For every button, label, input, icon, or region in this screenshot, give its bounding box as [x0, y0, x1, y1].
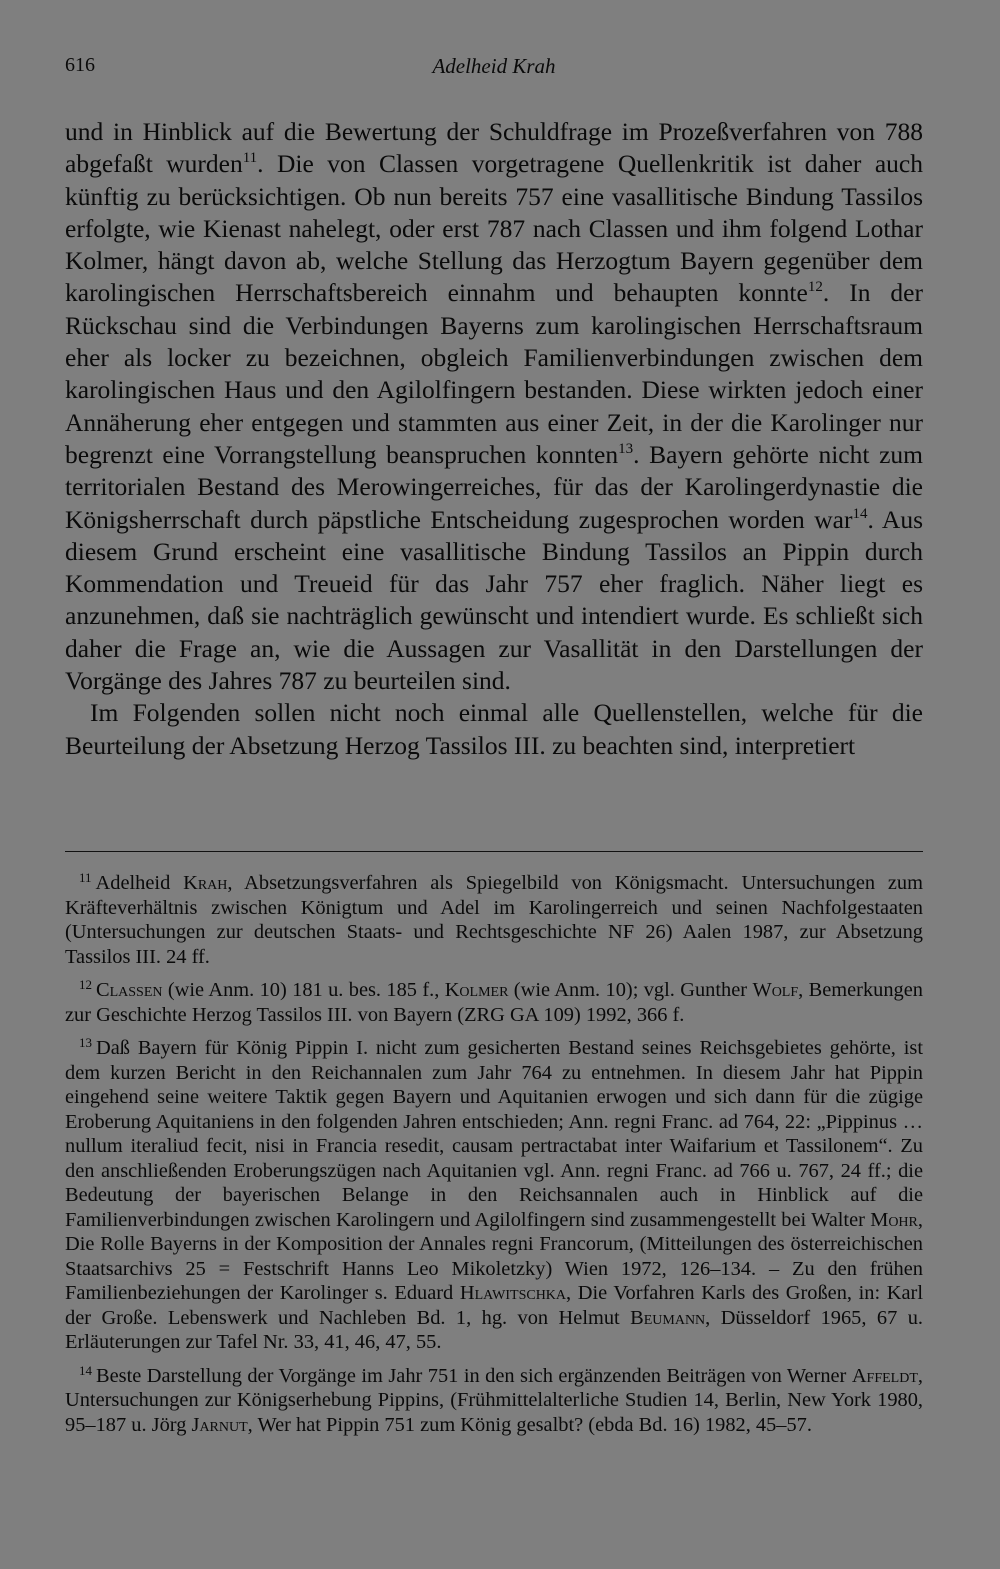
- footnote-reference: 11: [242, 150, 258, 167]
- text-run: Adelheid: [95, 872, 184, 894]
- text-run: , Wer hat Pippin 751 zum König gesalbt? (ebda Bd. 16) 1982, 45–57.: [247, 1413, 812, 1436]
- text-run: Daß Bayern für König Pippin I. nicht zum gesicherten Bestand seines Reichsgebietes gehörte, ist dem kurzen Bericht in den Reichannalen zum Jahr 764 zu entnehmen. In diesem Jahr hat Pippin eingehend seine weitere Taktik gegen Bayern und Aquitanien erwogen und sich dann für die zügige Eroberung Aquitaniens in den folgenden Jahren entschieden; Ann. regni Franc. ad 764, 22: „Pippinus … nullum iteraliud fecit, nisi in Francia resedit, causam pertractabat inter Waifarium et Tassilonem“. Zu den anschließenden Eroberungszügen nach Aquitanien vgl. Ann. regni Franc. ad 766 u. 767, 24 ff.; die Bedeutung der bayerischen Belange in den Reichsannalen auch in Hinblick auf die Familienverbindungen zwischen Karolingern und Agilolfingern sind zusammengestellt bei Walter: [65, 1037, 923, 1231]
- footnote-divider: [65, 851, 923, 852]
- text-run: (wie Anm. 10); vgl. Gunther: [508, 979, 753, 1001]
- text-run: , Düsseldorf 1965, 67 u. Erläuterungen zur Tafel Nr. 33, 41, 46, 47, 55.: [65, 1306, 923, 1353]
- page-number: 616: [65, 54, 95, 76]
- footnote-11: [65, 866, 923, 969]
- text-run: , Die Vorfahren Karls des Großen, in: Karl der Große. Lebenswerk und Nachleben Bd. 1, hg. von Helmut: [65, 1282, 923, 1329]
- text-run: und in Hinblick auf die Bewertung der Schuldfrage im Prozeßverfahren von 788 abgefaßt wurden: [65, 117, 923, 179]
- author-name: Jarnut: [191, 1413, 248, 1436]
- running-head: Adelheid Krah: [432, 54, 556, 78]
- footnote-marker: 11: [79, 870, 92, 885]
- text-run: , Bemerkungen zur Geschichte Herzog Tassilos III. von Bayern (ZRG GA 109) 1992, 366 f.: [65, 979, 923, 1026]
- text-run: , Die Rolle Bayerns in der Komposition der Annales regni Francorum, (Mitteilungen des österreichischen Staatsarchivs 25 = Festschrift Hanns Leo Mikoletzky) Wien 1972, 126–134. – Zu den frühen Familienbeziehungen der Karolinger s. Eduard: [65, 1208, 923, 1304]
- footnote-marker: 14: [79, 1362, 92, 1378]
- text-run: Beste Darstellung der Vorgänge im Jahr 751 in den sich ergänzenden Beiträgen von Werner: [96, 1364, 852, 1387]
- footnote-marker: 13: [79, 1035, 92, 1050]
- text-run: . Die von Classen vorgetragene Quellenkritik ist daher auch künftig zu berücksichtigen. Ob nun bereits 757 eine vasallitische Bindung Tassilos erfolgte, wie Kienast nahelegt, oder erst 787 nach Classen und ihm folgend Lothar Kolmer, hängt davon ab, welche Stellung das Herzogtum Bayern gegenüber dem karolingischen Herrschaftsbereich einnahm und behaupten konnte: [65, 149, 923, 308]
- footnotes: [65, 866, 923, 1441]
- footnote-12: [65, 973, 923, 1027]
- author-name: Wolf: [752, 979, 799, 1001]
- text-run: (wie Anm. 10) 181 u. bes. 185 f.,: [162, 979, 445, 1001]
- author-name: Affeldt: [851, 1364, 918, 1387]
- paragraph: Im Folgenden sollen nicht noch einmal alle Quellenstellen, welche für die Beurteilung der Absetzung Herzog Tassilos III. zu beachten sind, interpretiert: [65, 698, 923, 760]
- footnote-14: [65, 1359, 923, 1438]
- author-name: Kolmer: [444, 979, 509, 1001]
- author-name: Hlawitschka: [459, 1282, 567, 1304]
- text-run: . Aus diesem Grund erscheint eine vasallitische Bindung Tassilos an Pippin durch Kommendation und Treueid für das Jahr 757 eher fraglich. Näher liegt es anzunehmen, daß sie nachträglich gewünscht und intendiert wurde. Es schließt sich daher die Frage an, wie die Aussagen zur Vasallität in den Darstellungen der Vorgänge des Jahres 787 zu beurteilen sind.: [65, 504, 923, 696]
- text-run: , Untersuchungen zur Königserhebung Pippins, (Frühmittelalterliche Studien 14, Berlin, New York 1980, 95–187 u. Jörg: [65, 1364, 923, 1436]
- text-run: , Absetzungsverfahren als Spiegelbild von Königsmacht. Untersuchungen zum Kräfteverhältnis zwischen Königtum und Adel im Karolingerreich und seinen Nachfolgestaaten (Untersuchungen zur deutschen Staats- und Rechtsgeschichte NF 26) Aalen 1987, zur Absetzung Tassilos III. 24 ff.: [65, 872, 923, 968]
- footnote-reference: 14: [852, 505, 868, 522]
- author-name: Classen: [96, 979, 163, 1001]
- page-header: [65, 54, 923, 88]
- author-name: Krah: [183, 872, 228, 894]
- paragraph: [65, 116, 923, 697]
- footnote-marker: 12: [79, 977, 92, 992]
- footnote-13: [65, 1031, 923, 1355]
- text-run: . In der Rückschau sind die Verbindungen Bayerns zum karolingischen Herrschaftsraum eher als locker zu bezeichnen, obgleich Familienverbindungen zwischen dem karolingischen Haus und den Agilolfingern bestanden. Diese wirkten jedoch einer Annäherung eher entgegen und stammten aus einer Zeit, in der die Karolinger nur begrenzt eine Vorrangstellung beanspruchen konnten: [65, 278, 923, 469]
- author-name: Mohr: [870, 1208, 918, 1231]
- text-run: . Bayern gehörte nicht zum territorialen Bestand des Merowingerreiches, für das der Karolingerdynastie die Königsherrschaft durch päpstliche Entscheidung zugesprochen worden war: [65, 439, 923, 534]
- author-name: Beumann: [630, 1306, 706, 1329]
- footnote-reference: 13: [618, 440, 634, 457]
- main-text: [65, 116, 923, 762]
- footnote-reference: 12: [807, 279, 823, 296]
